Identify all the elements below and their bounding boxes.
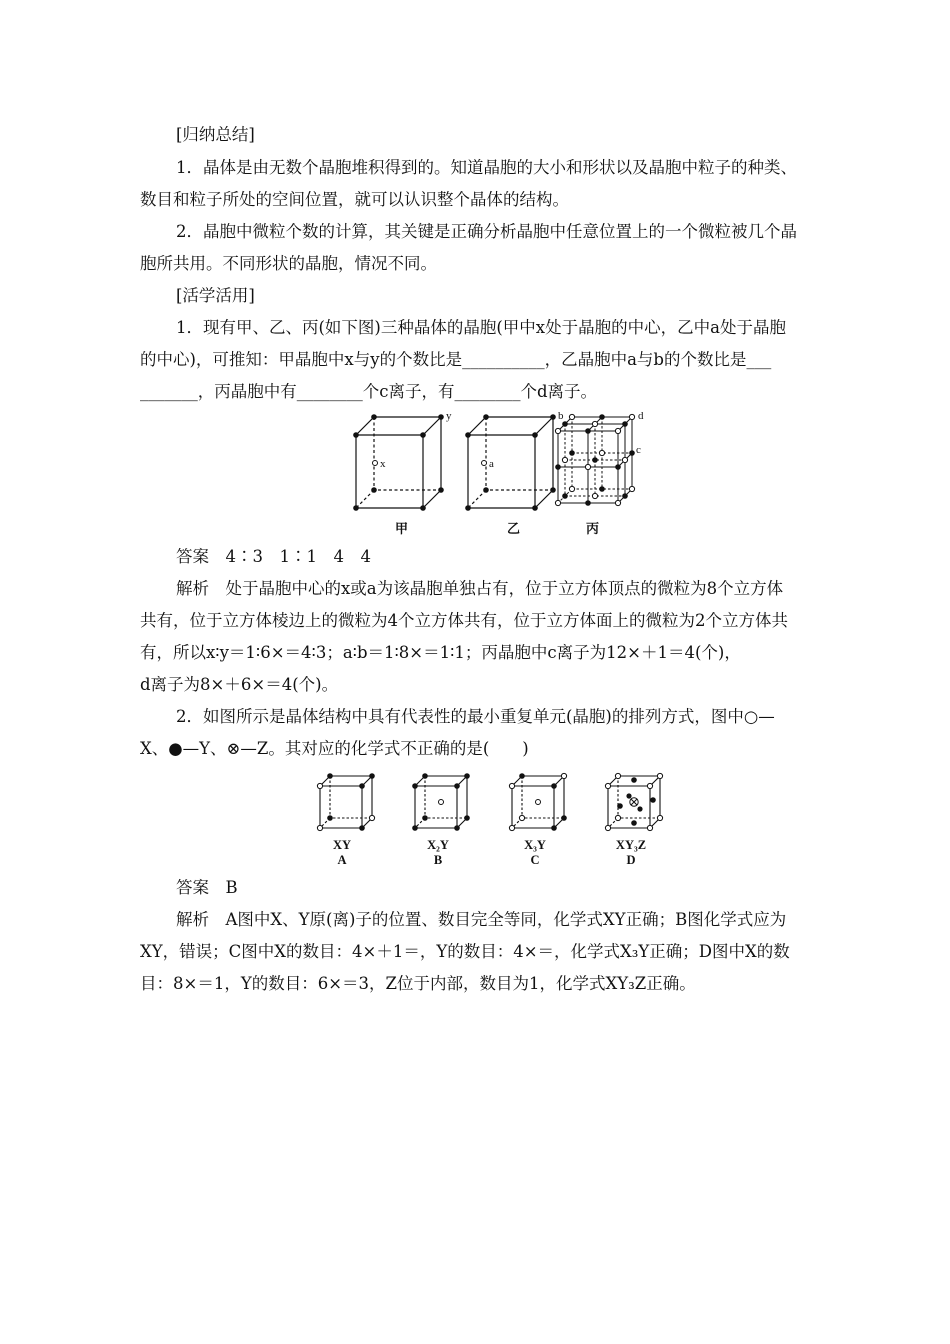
question-1-line-3: _______，丙晶胞中有________个c离子，有________个d离子。 xyxy=(140,382,598,401)
cell-jia xyxy=(356,417,441,508)
formula-D: XY₃Z xyxy=(615,838,647,852)
cell-yi-vertices xyxy=(465,414,556,511)
solution-1-line-4: d离子为8×＋6×＝4(个)。 xyxy=(140,675,339,694)
label-a: a xyxy=(489,458,494,470)
caption-jia: 甲 xyxy=(395,521,409,536)
summary-point-2-line-1: 2．晶胞中微粒个数的计算，其关键是正确分析晶胞中任意位置上的一个微粒被几个晶 xyxy=(176,222,797,241)
figure-1-unit-cells xyxy=(330,405,660,540)
answer-2: 答案 B xyxy=(176,878,238,897)
question-1-line-1: 1．现有甲、乙、丙(如下图)三种晶体的晶胞(甲中x处于晶胞的中心，乙中a处于晶胞 xyxy=(176,318,786,337)
formula-B: X₂Y xyxy=(427,838,449,852)
practice-heading: [活学活用] xyxy=(176,286,255,305)
particle-a xyxy=(482,461,487,466)
summary-point-2-line-2: 胞所共用。不同形状的晶胞，情况不同。 xyxy=(140,254,437,273)
formula-A: XY xyxy=(332,838,352,852)
question-2-line-1: 2．如图所示是晶体结构中具有代表性的最小重复单元(晶胞)的排列方式，图中○— xyxy=(176,707,775,726)
solution-1-line-1: 解析 处于晶胞中心的x或a为该晶胞单独占有，位于立方体顶点的微粒为8个立方体 xyxy=(176,579,784,598)
cell-yi xyxy=(468,417,553,508)
answer-1: 答案 4∶3 1∶1 4 4 xyxy=(176,547,371,566)
letter-A: A xyxy=(337,853,347,867)
cell-jia-vertices xyxy=(353,414,444,511)
particle-x xyxy=(373,461,378,466)
label-y: y xyxy=(446,410,452,422)
summary-point-1-line-2: 数目和粒子所处的空间位置，就可以认识整个晶体的结构。 xyxy=(140,190,569,209)
solution-1-line-2: 共有，位于立方体棱边上的微粒为4个立方体共有，位于立方体面上的微粒为2个立方体共 xyxy=(140,611,788,630)
solution-2-line-1: 解析 A图中X、Y原(离)子的位置、数目完全等同，化学式XY正确；B图化学式应为 xyxy=(176,910,787,929)
letter-C: C xyxy=(530,853,540,867)
label-b: b xyxy=(558,410,564,422)
solution-2-line-3: 目：8×＝1，Y的数目：6×＝3，Z位于内部，数目为1，化学式XY₃Z正确。 xyxy=(140,974,696,993)
cell-A xyxy=(317,773,374,831)
summary-heading: [归纳总结] xyxy=(176,125,255,144)
question-1-line-2: 的中心)，可推知：甲晶胞中x与y的个数比是__________，乙晶胞中a与b的个数比是___ xyxy=(140,350,772,369)
question-2-line-2: X、●—Y、⊗—Z。其对应的化学式不正确的是( ) xyxy=(140,739,529,758)
cell-C xyxy=(509,773,566,831)
cell-B xyxy=(412,773,470,831)
caption-yi: 乙 xyxy=(507,521,521,536)
label-c: c xyxy=(636,444,641,456)
letter-B: B xyxy=(433,853,443,867)
label-x: x xyxy=(380,458,386,470)
letter-D: D xyxy=(626,853,636,867)
label-d: d xyxy=(638,410,644,422)
solution-1-line-3: 有，所以x∶y＝1∶6×＝4∶3；a∶b＝1∶8×＝1∶1；丙晶胞中c离子为12×＋1＝4(个)， xyxy=(140,643,741,662)
caption-bing: 丙 xyxy=(586,521,600,536)
cell-bing xyxy=(555,410,644,536)
summary-point-1-line-1: 1．晶体是由无数个晶胞堆积得到的。知道晶胞的大小和形状以及晶胞中粒子的种类、 xyxy=(176,158,797,177)
formula-C: X₃Y xyxy=(524,838,546,852)
solution-2-line-2: XY，错误；C图中X的数目：4×＋1＝，Y的数目：4×＝，化学式X₃Y正确；D图中X的数 xyxy=(140,942,790,961)
figure-2-unit-cells xyxy=(310,764,670,836)
cell-D xyxy=(605,773,662,830)
